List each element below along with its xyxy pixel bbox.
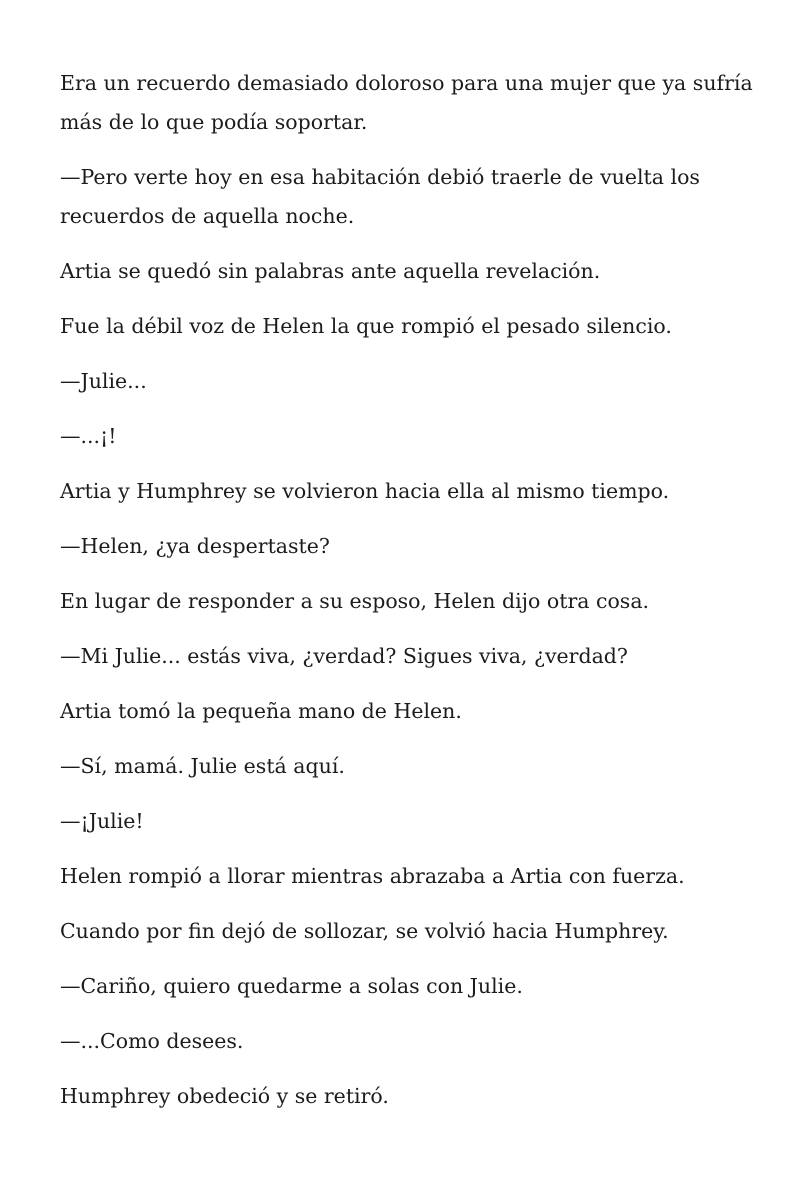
- paragraph: Humphrey obedeció y se retiró.: [60, 1084, 389, 1108]
- reader-page: [60, 64, 760, 1132]
- paragraph: —Julie...: [60, 369, 147, 393]
- paragraph: —...¡!: [60, 424, 117, 448]
- paragraph: —¡Julie!: [60, 809, 144, 833]
- paragraph: —Cariño, quiero quedarme a solas con Julie.: [60, 974, 523, 998]
- paragraph: En lugar de responder a su esposo, Helen dijo otra cosa.: [60, 589, 650, 613]
- paragraph: Cuando por fin dejó de sollozar, se volvió hacia Humphrey.: [60, 919, 669, 943]
- paragraph: Era un recuerdo demasiado doloroso para una mujer que ya sufría más de lo que podía soportar.: [60, 71, 753, 134]
- paragraph: —...Como desees.: [60, 1029, 244, 1053]
- paragraph: —Pero verte hoy en esa habitación debió traerle de vuelta los recuerdos de aquella noche.: [60, 165, 700, 228]
- paragraph: —Mi Julie... estás viva, ¿verdad? Sigues viva, ¿verdad?: [60, 644, 628, 668]
- paragraph: Artia se quedó sin palabras ante aquella revelación.: [60, 259, 601, 283]
- paragraph: —Sí, mamá. Julie está aquí.: [60, 754, 345, 778]
- paragraph: Artia tomó la pequeña mano de Helen.: [60, 699, 462, 723]
- paragraph: Fue la débil voz de Helen la que rompió el pesado silencio.: [60, 314, 672, 338]
- paragraph: —Helen, ¿ya despertaste?: [60, 534, 330, 558]
- paragraph: Helen rompió a llorar mientras abrazaba a Artia con fuerza.: [60, 864, 685, 888]
- paragraph: Artia y Humphrey se volvieron hacia ella al mismo tiempo.: [60, 479, 670, 503]
